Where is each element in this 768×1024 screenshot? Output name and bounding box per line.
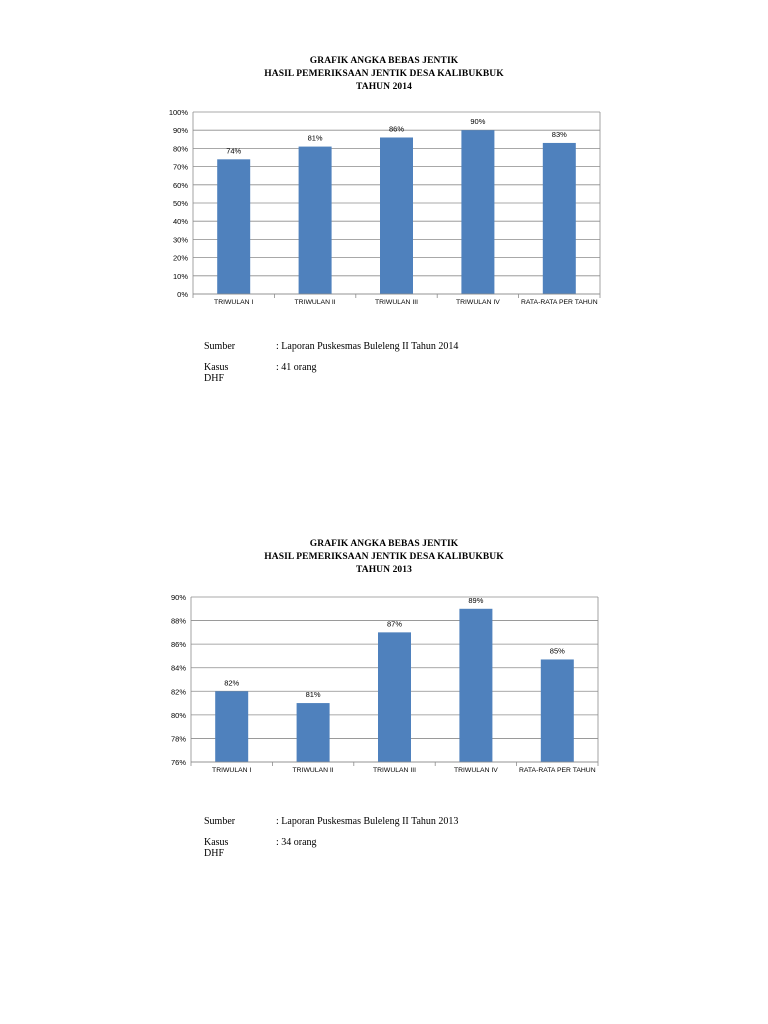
chart-1-title-line-1: GRAFIK ANGKA BEBAS JENTIK: [309, 56, 459, 66]
data-label: 90%: [470, 117, 486, 127]
chart-2-title-line-1: GRAFIK ANGKA BEBAS JENTIK: [309, 539, 459, 549]
bar: [378, 632, 411, 762]
cases-label: Kasus DHF: [204, 362, 229, 384]
y-tick-label: 40%: [172, 217, 188, 227]
y-tick-label: 80%: [172, 144, 188, 154]
y-tick-label: 86%: [170, 640, 186, 650]
y-tick-label: 20%: [172, 253, 188, 263]
y-tick-label: 90%: [172, 126, 188, 136]
data-label: 89%: [468, 595, 484, 605]
source-label: Sumber: [204, 816, 236, 827]
y-tick-label: 82%: [170, 687, 186, 697]
x-category-label: RATA-RATA PER TAHUN: [518, 767, 596, 774]
x-category-label: RATA-RATA PER TAHUN: [520, 299, 598, 306]
data-label: 74%: [226, 146, 242, 156]
bar: [541, 659, 574, 762]
x-category-label: TRIWULAN I: [212, 767, 252, 774]
y-tick-label: 70%: [172, 162, 188, 172]
data-label: 81%: [305, 690, 321, 700]
y-tick-label: 76%: [170, 758, 186, 767]
chart-1-title-line-2: HASIL PEMERIKSAAN JENTIK DESA KALIBUKBUK: [264, 69, 504, 79]
y-tick-label: 84%: [170, 663, 186, 673]
x-category-label: TRIWULAN IV: [455, 299, 500, 306]
bar: [459, 609, 492, 762]
y-tick-label: 88%: [170, 616, 186, 626]
y-tick-label: 78%: [170, 734, 186, 744]
cases-value: : 34 orang: [276, 837, 317, 848]
cases-label: Kasus DHF: [204, 837, 229, 859]
bar: [297, 703, 330, 762]
x-category-label: TRIWULAN I: [214, 299, 254, 306]
data-label: 85%: [549, 646, 565, 656]
y-tick-label: 30%: [172, 235, 188, 245]
chart-1-title-line-3: TAHUN 2014: [356, 82, 412, 92]
data-label: 82%: [224, 678, 240, 688]
source-value: : Laporan Puskesmas Buleleng II Tahun 2014: [276, 341, 459, 352]
x-category-label: TRIWULAN II: [292, 767, 334, 774]
y-tick-label: 80%: [170, 710, 186, 720]
x-category-label: TRIWULAN II: [294, 299, 336, 306]
y-tick-label: 50%: [172, 199, 188, 208]
chart-2-title-line-3: TAHUN 2013: [356, 565, 412, 575]
y-tick-label: 90%: [170, 593, 186, 602]
data-label: 87%: [386, 619, 403, 629]
y-tick-label: 10%: [172, 271, 188, 281]
y-tick-label: 60%: [172, 180, 188, 190]
source-label: Sumber: [204, 341, 236, 352]
y-tick-label: 0%: [177, 290, 188, 299]
x-category-label: TRIWULAN IV: [453, 767, 498, 774]
bar: [215, 691, 248, 762]
cases-value: : 41 orang: [276, 362, 317, 373]
x-category-label: TRIWULAN III: [374, 299, 419, 306]
source-value: : Laporan Puskesmas Buleleng II Tahun 2013: [276, 816, 459, 827]
chart-2-title-line-2: HASIL PEMERIKSAAN JENTIK DESA KALIBUKBUK: [264, 552, 504, 562]
data-label: 83%: [551, 129, 567, 139]
x-category-label: TRIWULAN III: [372, 767, 417, 774]
y-tick-label: 100%: [168, 108, 188, 117]
data-label: 86%: [388, 124, 405, 134]
data-label: 81%: [307, 133, 323, 143]
